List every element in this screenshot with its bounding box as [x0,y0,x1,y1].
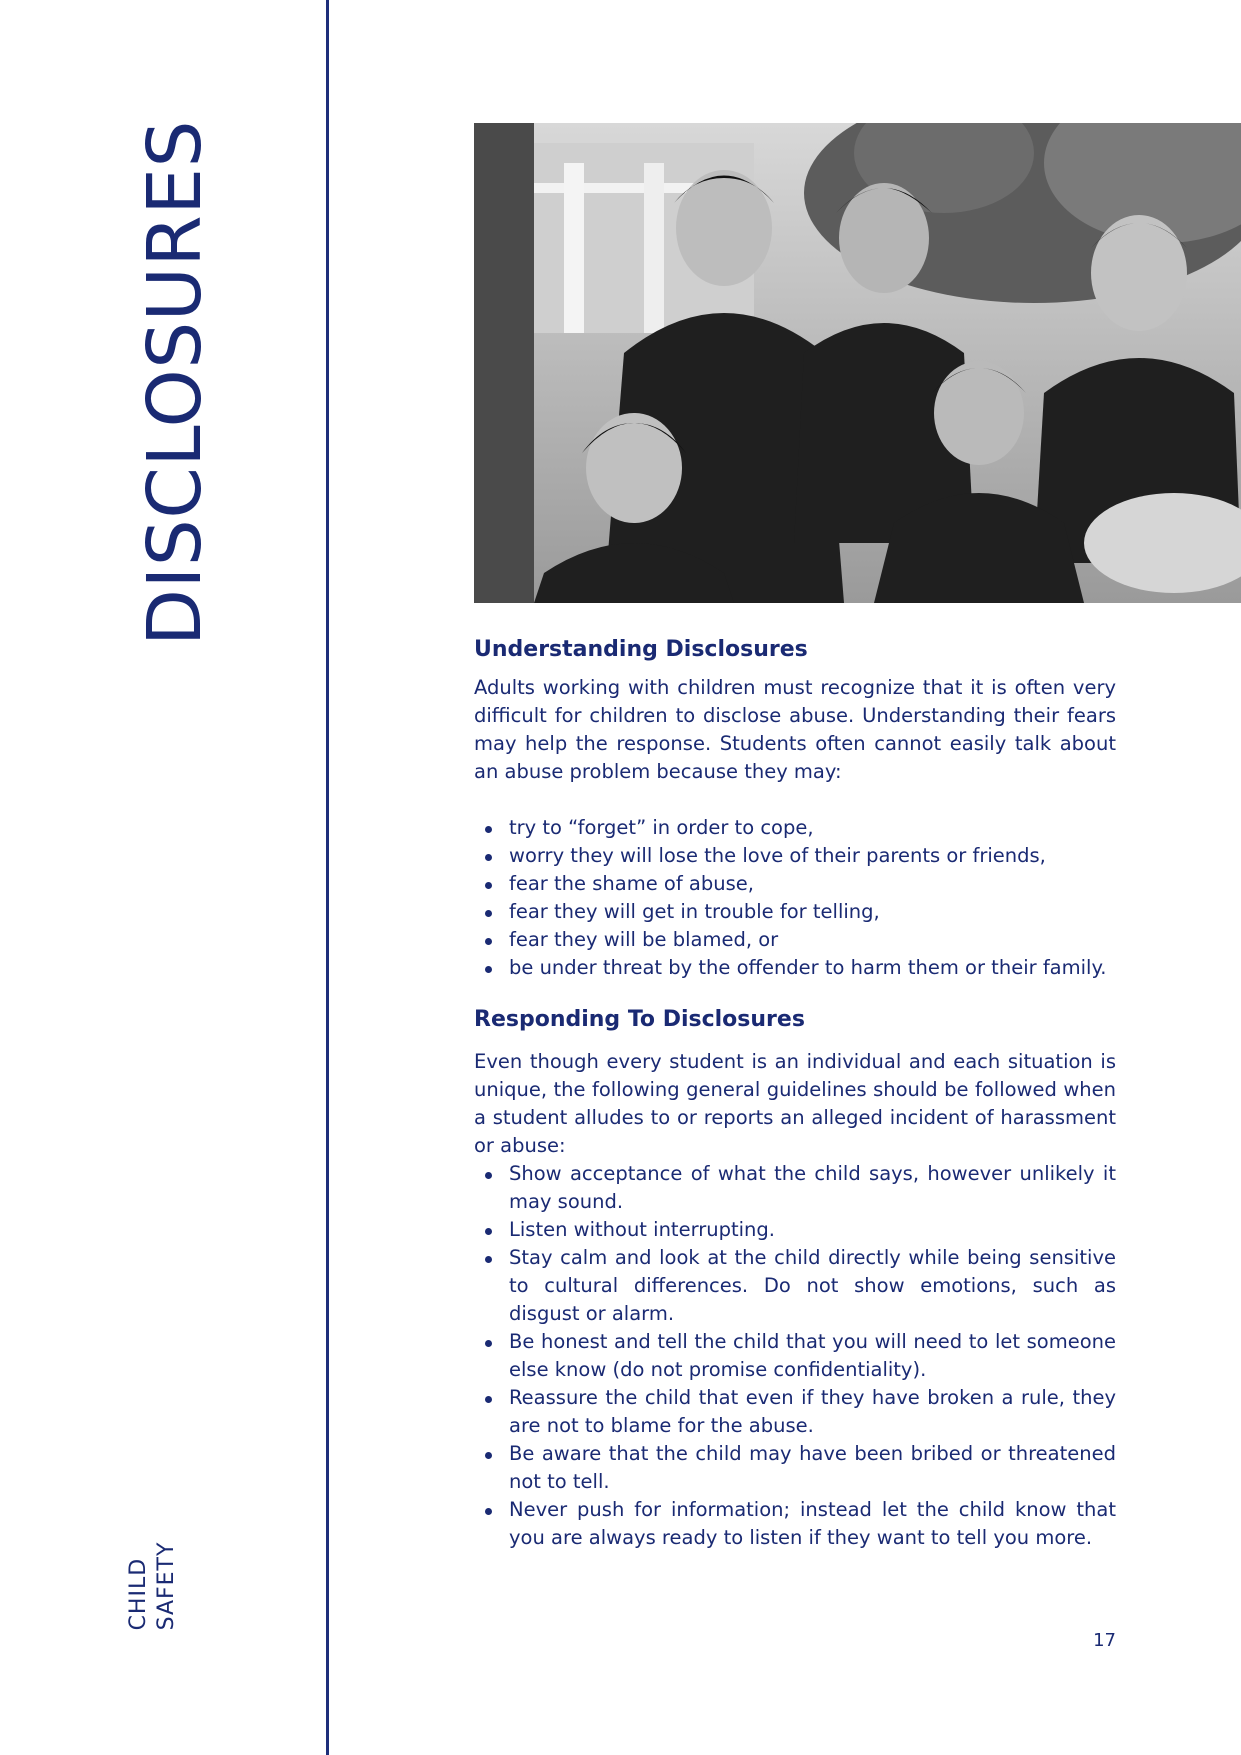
section-title: DISCLOSURES [132,119,218,647]
list-item: fear the shame of abuse, [474,870,1116,898]
vertical-divider [326,0,329,1755]
main-content [474,630,1116,1552]
footer-line-child: CHILD [126,1557,151,1631]
responding-bullet-list [474,1160,1116,1552]
list-item: fear they will be blamed, or [474,926,1116,954]
list-item: Be aware that the child may have been bribed or threatened not to tell. [474,1440,1116,1496]
list-item: be under threat by the offender to harm them or their family. [474,954,1116,982]
list-item: worry they will lose the love of their parents or friends, [474,842,1116,870]
group-photo [474,123,1241,603]
sidebar-footer [125,1542,181,1631]
list-item: fear they will get in trouble for telling, [474,898,1116,926]
understanding-heading: Understanding Disclosures [474,637,808,662]
understanding-intro: Adults working with children must recognize that it is often very difficult for children to disclose abuse. Understanding their fears may help the response. Students often cannot easily talk about an abuse problem because they may: [474,676,1116,783]
list-item: Never push for information; instead let the child know that you are always ready to listen if they want to tell you more. [474,1496,1116,1552]
footer-line-safety: SAFETY [154,1541,179,1631]
group-photo-icon [474,123,1241,603]
list-item: Stay calm and look at the child directly while being sensitive to cultural differences. Do not show emotions, such as disgust or alarm. [474,1244,1116,1328]
list-item: try to “forget” in order to cope, [474,814,1116,842]
page-number: 17 [1093,1630,1116,1651]
understanding-bullet-list [474,814,1116,982]
list-item: Listen without interrupting. [474,1216,1116,1244]
list-item: Reassure the child that even if they have broken a rule, they are not to blame for the abuse. [474,1384,1116,1440]
responding-intro: Even though every student is an individual and each situation is unique, the following general guidelines should be followed when a student alludes to or reports an alleged incident of harassment or abuse: [474,1050,1116,1157]
responding-heading: Responding To Disclosures [474,1007,805,1032]
list-item: Show acceptance of what the child says, however unlikely it may sound. [474,1160,1116,1216]
list-item: Be honest and tell the child that you will need to let someone else know (do not promise confidentiality). [474,1328,1116,1384]
